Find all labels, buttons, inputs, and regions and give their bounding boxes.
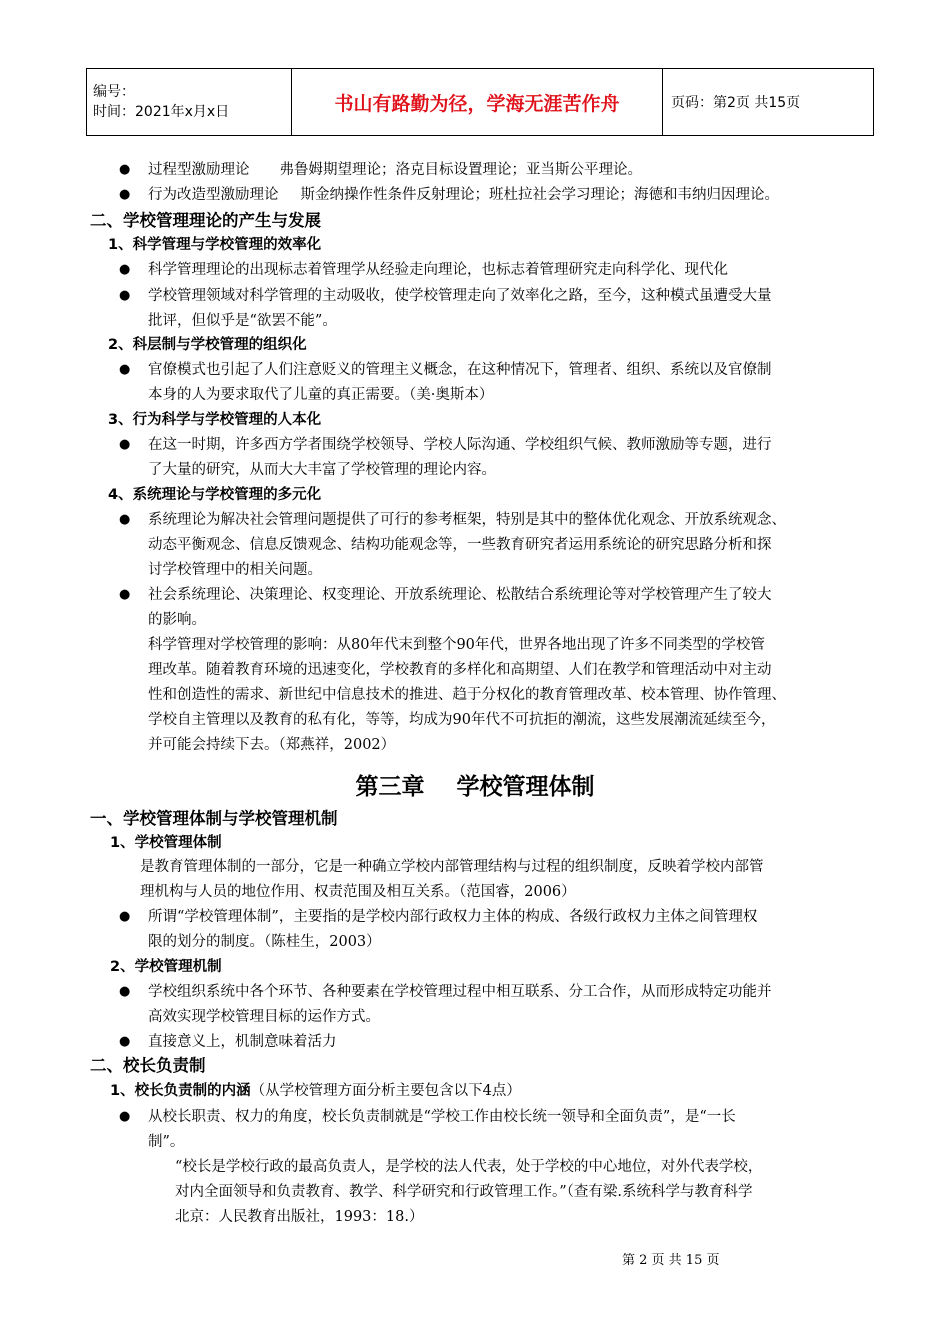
bullet-icon: ●: [119, 1034, 131, 1049]
bullet-icon: ●: [119, 262, 131, 277]
subsection-heading: 4、系统理论与学校管理的多元化: [108, 487, 322, 503]
subsection-note: （从学校管理方面分析主要包含以下4点）: [250, 1083, 521, 1099]
paragraph-line: 社会系统理论、决策理论、权变理论、开放系统理论、松散结合系统理论等对学校管理产生了较大: [148, 587, 772, 603]
section-heading: 一、学校管理体制与学校管理机制: [90, 809, 338, 828]
bullet-process: [148, 161, 642, 179]
subsection-heading: 1、科学管理与学校管理的效率化: [108, 237, 322, 253]
process-text: 弗鲁姆期望理论；洛克目标设置理论；亚当斯公平理论。: [279, 162, 642, 178]
subsection-title: 1、校长负责制的内涵: [110, 1083, 251, 1099]
subsection-heading: 2、学校管理机制: [110, 959, 222, 975]
bullet-icon: ●: [119, 984, 131, 999]
subsection-heading: 2、科层制与学校管理的组织化: [108, 337, 307, 353]
paragraph-line: 并可能会持续下去。（郑燕祥，2002）: [148, 737, 396, 753]
paragraph-line: 高效实现学校管理目标的运作方式。: [148, 1009, 380, 1025]
header-page-label: 页码：第2页 共15页: [663, 69, 874, 136]
paragraph-line: 本身的人为要求取代了儿童的真正需要。（美·奥斯本）: [148, 387, 494, 403]
paragraph-line: 系统理论为解决社会管理问题提供了可行的参考框架，特别是其中的整体优化观念、开放系统观念、: [148, 512, 786, 528]
bullet-icon: ●: [119, 909, 131, 924]
paragraph-line: 直接意义上，机制意味着活力: [148, 1034, 337, 1050]
bullet-icon: ●: [119, 437, 131, 452]
bullet-behavior: [148, 186, 779, 204]
bullet-icon: ●: [119, 187, 131, 202]
bullet-icon: ●: [119, 362, 131, 377]
paragraph-line: 的影响。: [148, 612, 206, 628]
paragraph-line: 在这一时期，许多西方学者围绕学校领导、学校人际沟通、学校组织气候、教师激励等专题，进行: [148, 437, 772, 453]
chapter-title: 第三章 学校管理体制: [355, 774, 595, 800]
header-table: [86, 68, 874, 136]
paragraph-line: 理改革。随着教育环境的迅速变化，学校教育的多样化和高期望、人们在教学和管理活动中对主动: [148, 662, 772, 678]
section-heading: 二、校长负责制: [90, 1056, 206, 1075]
paragraph-line: 制”。: [148, 1134, 185, 1150]
subsection-heading: 3、行为科学与学校管理的人本化: [108, 412, 322, 428]
paragraph-line: 科学管理理论的出现标志着管理学从经验走向理论，也标志着管理研究走向科学化、现代化: [148, 262, 728, 278]
quote-line: 北京：人民教育出版社，1993：18.）: [175, 1209, 424, 1225]
header-motto: 书山有路勤为径，学海无涯苦作舟: [292, 69, 663, 136]
page-footer: 第 2 页 共 15 页: [622, 1253, 720, 1268]
bullet-icon: ●: [119, 587, 131, 602]
paragraph-line: 讨学校管理中的相关问题。: [148, 562, 322, 578]
paragraph-line: 是教育管理体制的一部分，它是一种确立学校内部管理结构与过程的组织制度，反映着学校内部管: [140, 859, 764, 875]
paragraph-line: 从校长职责、权力的角度，校长负责制就是“学校工作由校长统一领导和全面负责”，是“一长: [148, 1109, 736, 1125]
paragraph-line: 学校组织系统中各个环节、各种要素在学校管理过程中相互联系、分工合作，从而形成特定功能并: [148, 984, 772, 1000]
subsection-heading: [110, 1082, 521, 1100]
time-label: 时间：2021年x月x日: [93, 104, 230, 120]
bullet-icon: ●: [119, 288, 131, 303]
paragraph-line: 官僚模式也引起了人们注意贬义的管理主义概念，在这种情况下，管理者、组织、系统以及官僚制: [148, 362, 772, 378]
paragraph-line: 所谓“学校管理体制”，主要指的是学校内部行政权力主体的构成、各级行政权力主体之间管理权: [148, 909, 758, 925]
paragraph-line: 学校自主管理以及教育的私有化，等等，均成为90年代不可抗拒的潮流，这些发展潮流延续至今，: [148, 712, 776, 728]
paragraph-line: 动态平衡观念、信息反馈观念、结构功能观念等，一些教育研究者运用系统论的研究思路分析和探: [148, 537, 772, 553]
paragraph-line: 学校管理领域对科学管理的主动吸收，使学校管理走向了效率化之路，至今，这种模式虽遭受大量: [148, 288, 772, 304]
paragraph-line: 科学管理对学校管理的影响：从80年代末到整个90年代，世界各地出现了许多不同类型的学校管: [148, 637, 765, 653]
bullet-icon: ●: [119, 1109, 131, 1124]
quote-line: “校长是学校行政的最高负责人，是学校的法人代表，处于学校的中心地位，对外代表学校，: [175, 1159, 763, 1175]
paragraph-line: 批评，但似乎是“欲罢不能”。: [148, 313, 337, 329]
behavior-label: 行为改造型激励理论: [148, 187, 279, 203]
bullet-icon: ●: [119, 162, 131, 177]
quote-line: 对内全面领导和负责教育、教学、科学研究和行政管理工作。”（查有梁.系统科学与教育科学: [175, 1184, 753, 1200]
paragraph-line: 理机构与人员的地位作用、权责范围及相互关系。（范国睿，2006）: [140, 884, 576, 900]
paragraph-line: 了大量的研究，从而大大丰富了学校管理的理论内容。: [148, 462, 496, 478]
process-label: 过程型激励理论: [148, 162, 250, 178]
behavior-text: 斯金纳操作性条件反射理论；班杜拉社会学习理论；海德和韦纳归因理论。: [300, 187, 779, 203]
bullet-icon: ●: [119, 512, 131, 527]
number-label: 编号：: [93, 84, 135, 100]
subsection-heading: 1、学校管理体制: [110, 835, 222, 851]
paragraph-line: 限的划分的制度。（陈桂生，2003）: [148, 934, 381, 950]
header-meta-cell: [87, 69, 292, 136]
paragraph-line: 性和创造性的需求、新世纪中信息技术的推进、趋于分权化的教育管理改革、校本管理、协作管理、: [148, 687, 786, 703]
section-heading: 二、学校管理理论的产生与发展: [90, 211, 321, 230]
